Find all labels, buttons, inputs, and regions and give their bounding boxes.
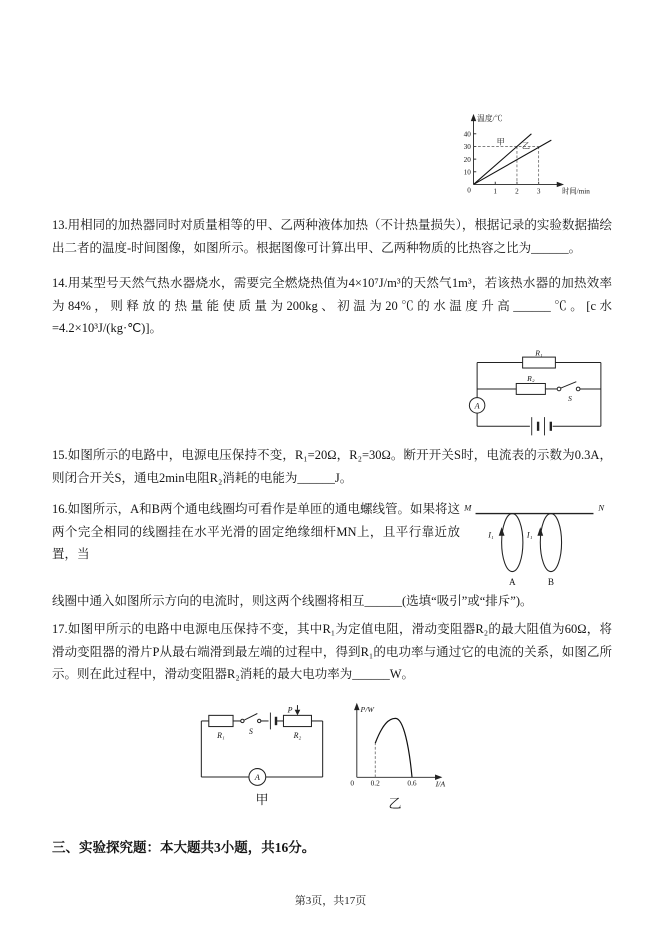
page-footer: 第3页，共17页 bbox=[294, 895, 367, 907]
x-tick-3: 3 bbox=[536, 187, 541, 196]
switch-s bbox=[557, 382, 580, 391]
ammeter-label: A bbox=[474, 401, 480, 411]
curve-jia-label: 甲 bbox=[496, 137, 505, 147]
current-arrow-b-icon bbox=[537, 527, 543, 536]
switch-label: S bbox=[248, 727, 253, 737]
rod-end-m-label: M bbox=[464, 502, 472, 513]
slider-label: P bbox=[287, 705, 293, 715]
y-tick-40: 40 bbox=[463, 130, 471, 139]
rheostat-slider bbox=[295, 705, 301, 715]
coil-a bbox=[502, 514, 523, 572]
resistor-r1 bbox=[523, 357, 556, 368]
y-axis-label: 温度/℃ bbox=[477, 114, 503, 124]
coil-b-label: B bbox=[547, 577, 554, 588]
circuit-diagram-q15 bbox=[466, 348, 612, 439]
current-arrow-a-icon bbox=[499, 527, 505, 536]
x-tick-06: 0.6 bbox=[407, 778, 417, 788]
coil-a-label: A bbox=[508, 577, 516, 588]
battery bbox=[532, 417, 551, 435]
axes bbox=[357, 704, 438, 777]
power-curve bbox=[375, 718, 412, 777]
power-current-graph bbox=[342, 700, 448, 792]
battery bbox=[270, 713, 276, 730]
resistor-r1 bbox=[209, 715, 233, 726]
r2-label: R₂ bbox=[293, 730, 302, 740]
question-16-part2: 线圈中通入如图所示方向的电流时，则这两个线圈将相互______(选填“吸引”或“排斥”)。 bbox=[52, 594, 533, 608]
x-axis-label: 时间/min bbox=[562, 187, 590, 196]
switch-label: S bbox=[568, 393, 572, 403]
figure-caption-jia: 甲 bbox=[255, 792, 269, 807]
axes bbox=[474, 118, 560, 184]
x-axis-arrow-icon bbox=[557, 182, 564, 187]
question-15: 15.如图所示的电路中，电源电压保持不变，R₁=20Ω，R₂=30Ω。断开开关S时，电流表的示数为0.3A，则闭合开关S，通电2min电阻R₂消耗的电能为______J。 bbox=[52, 448, 612, 485]
question-13: 13.用相同的加热器同时对质量相等的甲、乙两种液体加热（不计热量损失），根据记录的实验数据描绘出二者的温度-时间图像，如图所示。根据图像可计算出甲、乙两种物质的比热容之比为______。 bbox=[52, 218, 612, 255]
x-tick-02: 0.2 bbox=[370, 778, 380, 788]
section-3-title: 三、实验探究题：本大题共3小题，共16分。 bbox=[52, 840, 316, 855]
switch-s bbox=[241, 714, 261, 723]
x-axis-label: I/A bbox=[435, 779, 446, 789]
ammeter-label: A bbox=[254, 773, 260, 783]
y-axis-arrow-icon bbox=[354, 703, 360, 710]
temperature-time-graph bbox=[450, 110, 602, 201]
x-tick-1: 1 bbox=[493, 187, 498, 196]
y-axis-arrow-icon bbox=[471, 114, 476, 121]
y-tick-10: 10 bbox=[463, 168, 471, 177]
x-tick-2: 2 bbox=[515, 187, 519, 196]
y-tick-30: 30 bbox=[463, 143, 471, 152]
question-17: 17.如图甲所示的电路中电源电压保持不变，其中R₁为定值电阻，滑动变阻器R₂的最大阻值为60Ω，将滑动变阻器的滑片P从最右端滑到最左端的过程中，得到R₁的电功率与通过它的电流的关系，如图乙所示。则在此过程中，滑动变阻器R₂消耗的最大电功率为______W。 bbox=[52, 622, 612, 681]
r2-label: R₂ bbox=[527, 373, 535, 383]
y-axis-label: P/W bbox=[360, 704, 374, 714]
rheostat-r2 bbox=[283, 715, 311, 726]
y-tick-20: 20 bbox=[463, 155, 471, 164]
question-14: 14.用某型号天然气热水器烧水，需要完全燃烧热值为4×10⁷J/m³的天然气1m³，若该热水器的加热效率为84%，则释放的热量能使质量为200kg、初温为20℃的水温度升高______℃。[c水=4.2×10³J/(kg·℃)]。 bbox=[52, 276, 612, 335]
circuit-diagram-q17 bbox=[192, 704, 332, 793]
figure-caption-yi: 乙 bbox=[388, 796, 402, 811]
circuit-wires bbox=[201, 721, 322, 777]
curve-yi-label: 乙 bbox=[521, 141, 531, 151]
rod-end-n-label: N bbox=[598, 502, 605, 513]
current-a-label: I₁ bbox=[488, 530, 494, 540]
current-b-label: I₁ bbox=[526, 530, 533, 540]
coils-diagram bbox=[462, 498, 607, 590]
resistor-r2 bbox=[516, 383, 545, 394]
r1-label: R₁ bbox=[535, 348, 543, 358]
origin-label: 0 bbox=[467, 186, 471, 195]
r1-label: R₁ bbox=[217, 730, 225, 740]
x-tick-0: 0 bbox=[350, 778, 355, 788]
coil-b bbox=[540, 514, 561, 572]
question-16-part1: 16.如图所示，A和B两个通电线圈均可看作是单匝的通电螺线管。如果将这两个完全相同的线圈挂在水平光滑的固定绝缘细杆MN上，且平行靠近放置，当 bbox=[52, 502, 460, 561]
